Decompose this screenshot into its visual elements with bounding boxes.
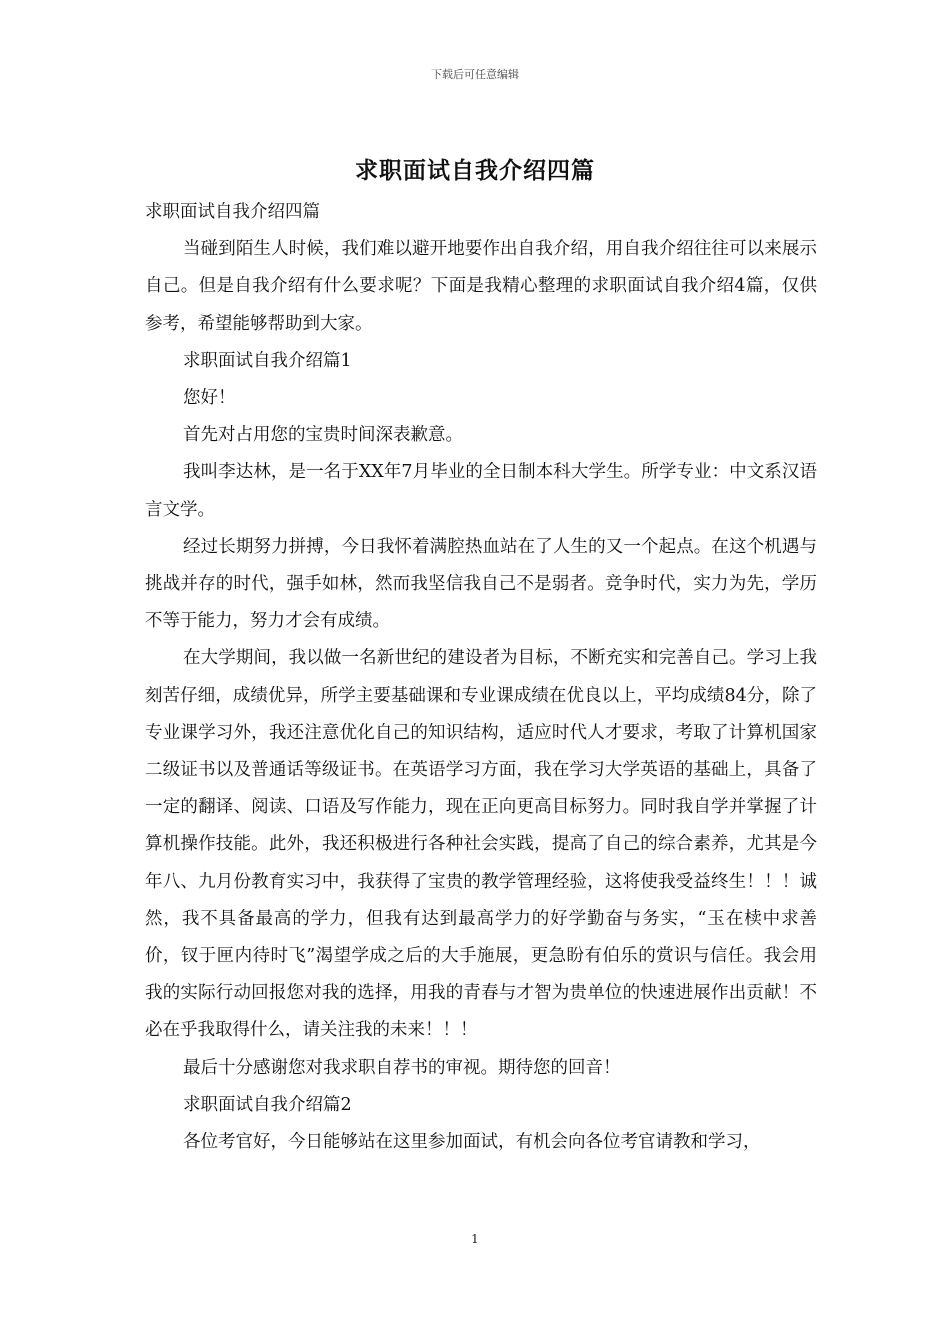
paragraph: 在大学期间，我以做一名新世纪的建设者为目标，不断充实和完善自己。学习上我刻苦仔细，成绩优异，所学主要基础课和专业课成绩在优良以上，平均成绩84分，除了专业课学习外，我还注意优化自己的知识结构，适应时代人才要求，考取了计算机国家二级证书以及普通话等级证书。在英语学习方面，我在学习大学英语的基础上，具备了一定的翻译、阅读、口语及写作能力，现在正向更高目标努力。同时我自学并掌握了计算机操作技能。此外，我还积极进行各种社会实践，提高了自己的综合素养，尤其是今年八、九月份教育实习中，我获得了宝贵的教学管理经验，这将使我受益终生！！！诚然，我不具备最高的学力，但我有达到最高学力的好学勤奋与务实，“玉在椟中求善价，钗于匣内待时飞”渴望学成之后的大手施展，更急盼有伯乐的赏识与信任。我会用我的实际行动回报您对我的选择，用我的青春与才智为贵单位的快速进展作出贡献！不必在乎我取得什么，请关注我的未来！！！ [145,648,817,1041]
paragraph: 首先对占用您的宝贵时间深表歉意。 [183,425,463,446]
paragraph: 我叫李达林，是一名于XX年7月毕业的全日制本科大学生。所学专业：中文系汉语言文学。 [145,462,817,520]
paragraph: 经过长期努力拼搏，今日我怀着满腔热血站在了人生的又一个起点。在这个机遇与挑战并存的时代，强手如林，然而我坚信我自己不是弱者。竞争时代，实力为先，学历不等于能力，努力才会有成绩。 [145,536,817,632]
document-body [145,194,817,1161]
section-heading: 求职面试自我介绍篇1 [183,350,352,371]
paragraph: 当碰到陌生人时候，我们难以避开地要作出自我介绍，用自我介绍往往可以来展示自己。但是自我介绍有什么要求呢？下面是我精心整理的求职面试自我介绍4篇，仅供参考，希望能够帮助到大家。 [145,239,817,334]
paragraph: 最后十分感谢您对我求职自荐书的审视。期待您的回音！ [183,1057,621,1078]
paragraph: 各位考官好，今日能够站在这里参加面试，有机会向各位考官请教和学习， [183,1132,761,1153]
section-heading: 求职面试自我介绍篇2 [183,1094,352,1115]
page-number: 1 [471,1232,479,1246]
header-note: 下载后可任意编辑 [431,68,519,81]
document-title: 求职面试自我介绍四篇 [355,158,595,184]
paragraph: 您好！ [183,388,236,409]
paragraph: 求职面试自我介绍四篇 [145,202,320,222]
